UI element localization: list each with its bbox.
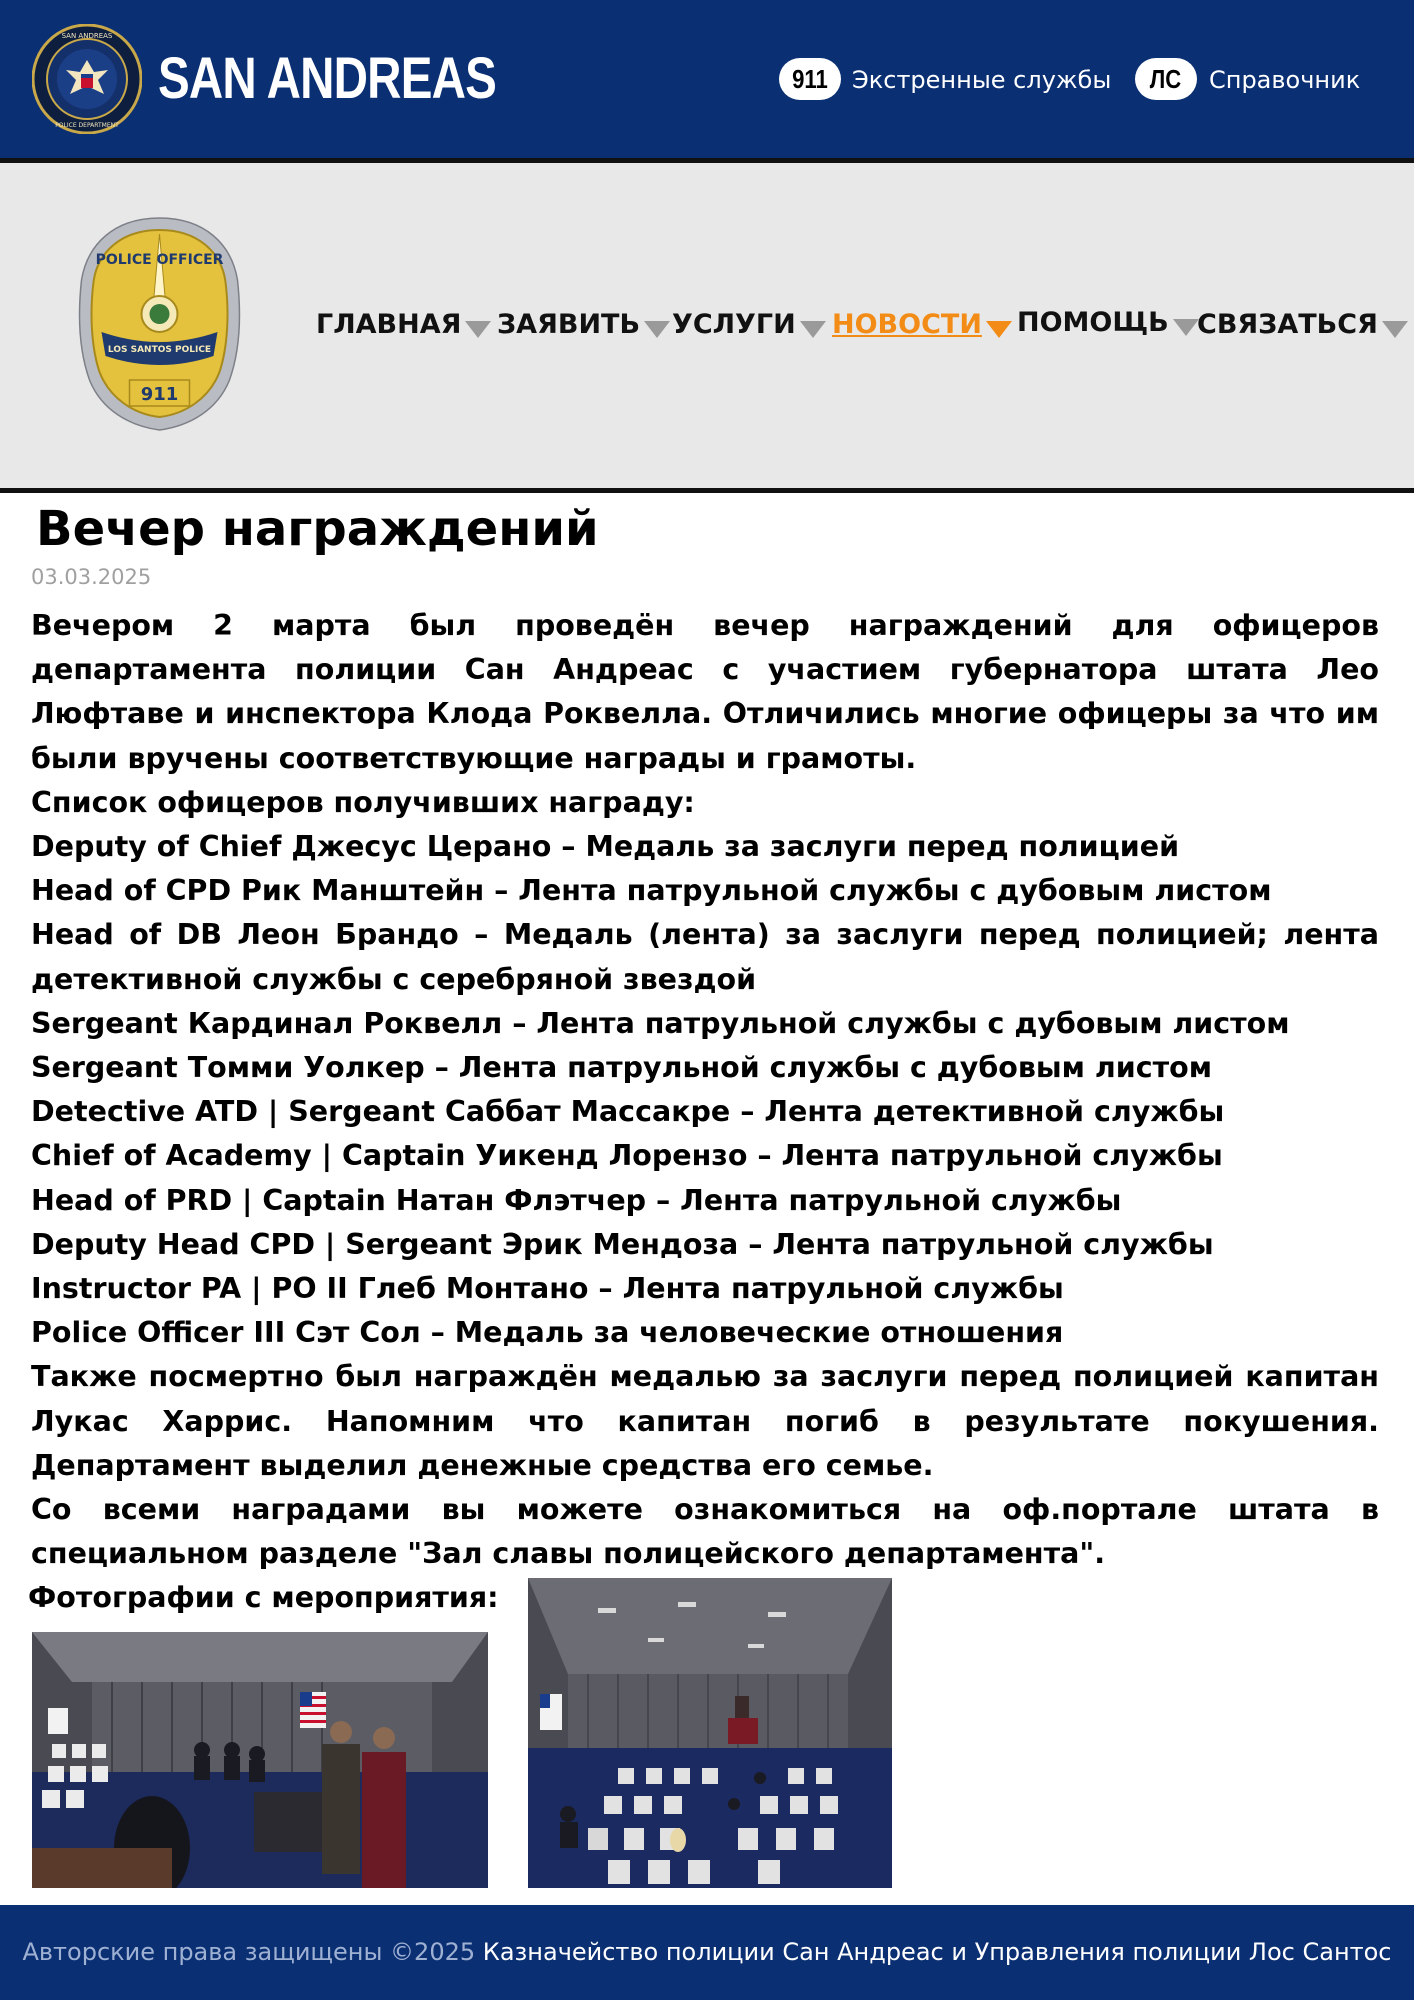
award-item: Sergeant Кардинал Роквелл – Лента патрульной службы с дубовым листом [31,1006,1290,1040]
award-item: Head of DB Леон Брандо – Медаль (лента) за заслуги перед полицией; лента детективной службы с серебряной звездой [31,918,1379,996]
event-photo-1[interactable] [32,1632,488,1888]
award-item: Instructor PA | PO II Глеб Монтано – Лента патрульной службы [31,1272,1064,1306]
svg-text:POLICE OFFICER: POLICE OFFICER [95,252,224,268]
posthumous-note: Также посмертно был награждён медалью за заслуги перед полицией капитан Лукас Харрис. Напомним что капитан погиб в результате покушения. Департамент выделил денежные средства его семье. [31,1360,1379,1482]
department-seal-logo[interactable] [32,24,142,134]
nav-item-label: НОВОСТИ [832,309,982,340]
event-photo-2[interactable] [528,1578,892,1888]
article-intro: Вечером 2 марта был проведён вечер награждений для офицеров департамента полиции Сан Андреас с участием губернатора штата Лео Люфтаве и инспектора Клода Роквелла. Отличились многие офицеры за что им были вручены соответствующие награды и грамоты. [31,609,1379,775]
site-footer [0,1905,1414,2000]
police-badge-logo[interactable] [72,210,247,435]
article-body [31,604,1379,1576]
emergency-services-link[interactable]: Экстренные службы [852,66,1112,94]
svg-text:SAN ANDREAS: SAN ANDREAS [61,32,113,40]
award-item: Head of PRD | Captain Натан Флэтчер – Лента патрульной службы [31,1183,1122,1217]
svg-text:LOS SANTOS POLICE: LOS SANTOS POLICE [107,345,212,355]
nav-divider [0,488,1414,493]
svg-text:POLICE DEPARTMENT: POLICE DEPARTMENT [55,122,119,129]
portal-note: Со всеми наградами вы можете ознакомиться на оф.портале штата в специальном разделе "Зал славы полицейского департамента". [31,1493,1379,1571]
directory-link[interactable]: Справочник [1209,66,1361,94]
footer-copyright: Авторские права защищены ©2025 [22,1938,476,1966]
chevron-down-icon [1382,321,1408,338]
article-date: 03.03.2025 [31,565,152,589]
article-title: Вечер награждений [36,501,599,557]
nav-item-home[interactable] [316,308,491,348]
site-header [0,0,1414,158]
site-brand-title[interactable]: SAN ANDREAS [158,46,497,111]
chevron-down-icon [986,321,1012,338]
footer-copyright-line [0,1935,1414,1969]
award-item: Sergeant Томми Уолкер – Лента патрульной службы с дубовым листом [31,1051,1212,1085]
chevron-down-icon [1173,319,1199,336]
award-item: Head of CPD Рик Манштейн – Лента патрульной службы с дубовым листом [31,874,1272,908]
nav-item-report[interactable] [497,308,670,348]
nav-item-contact[interactable] [1197,308,1408,348]
photos-label: Фотографии с мероприятия: [28,1581,499,1614]
nav-item-label: ЗАЯВИТЬ [497,309,641,340]
award-item: Detective ATD | Sergeant Саббат Массакре – Лента детективной службы [31,1095,1225,1129]
nav-item-help[interactable] [1017,306,1199,346]
award-list-heading: Список офицеров получивших награду: [31,785,695,819]
nav-item-services[interactable] [672,308,826,348]
award-item: Chief of Academy | Captain Уикенд Лорензо – Лента патрульной службы [31,1139,1223,1173]
chevron-down-icon [465,321,491,338]
svg-text:911: 911 [140,384,179,405]
award-item: Deputy Head CPD | Sergeant Эрик Мендоза – Лента патрульной службы [31,1227,1214,1261]
nav-item-label: ГЛАВНАЯ [316,309,462,340]
nav-item-label: ПОМОЩЬ [1017,307,1169,338]
nav-item-news[interactable] [832,308,1012,348]
nav-item-label: СВЯЗАТЬСЯ [1197,309,1378,340]
chevron-down-icon [644,321,670,338]
emergency-911-badge[interactable]: 911 [779,58,841,100]
directory-badge[interactable]: ЛС [1135,58,1197,100]
nav-item-label: УСЛУГИ [672,309,796,340]
award-item: Deputy of Chief Джесус Церано – Медаль за заслуги перед полицией [31,830,1180,864]
award-item: Police Officer III Сэт Сол – Медаль за человеческие отношения [31,1316,1064,1350]
footer-owners: Казначейство полиции Сан Андреас и Управления полиции Лос Сантос [482,1938,1392,1966]
chevron-down-icon [800,321,826,338]
